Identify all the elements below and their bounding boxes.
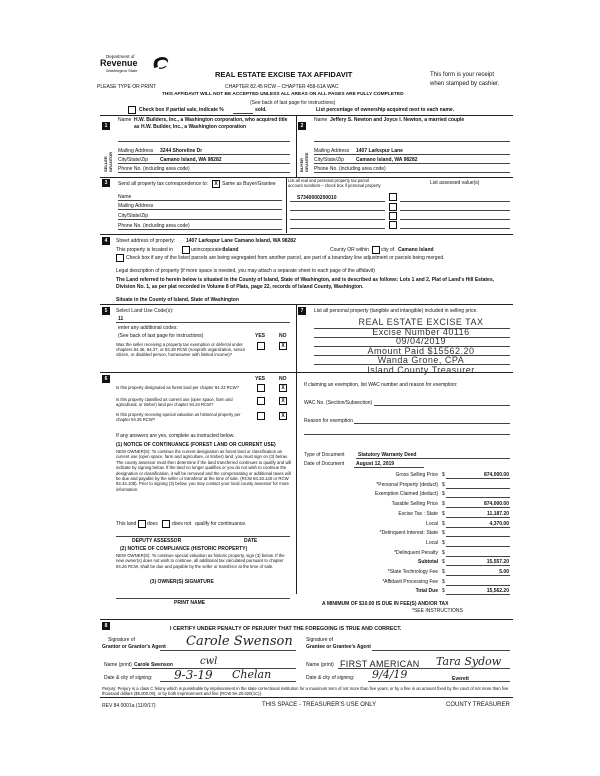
- parcel-header: List all real and personal property tax parcel account numbers – check box if personal property: [288, 178, 381, 188]
- land-use-code: 11: [118, 316, 124, 322]
- county-label: County OR within: [330, 247, 369, 253]
- city-checkbox[interactable]: [372, 246, 380, 254]
- section-3-marker: 3: [102, 179, 110, 187]
- if-yes-instruction: If any answers are yes, complete as instructed below.: [116, 433, 235, 439]
- q1-no-checkbox[interactable]: X: [279, 384, 287, 392]
- grantor-sig-label-1: Signature of: [108, 637, 135, 643]
- totals-row-label: Total Due: [415, 588, 438, 595]
- totals-row-currency: $: [442, 539, 445, 546]
- buyer-name-label: Name: [314, 117, 328, 123]
- type-doc-label: Type of Document: [304, 452, 345, 458]
- totals-row-currency: $: [442, 588, 445, 595]
- city-label: city of: [381, 247, 395, 253]
- q3-no-checkbox[interactable]: X: [279, 412, 287, 420]
- perjury-note: Perjury: Perjury is a class C felony which is punishable by imprisonment in the state correctional institution for a maximum term of not more than five years, or by a fine in an amount fixed by the court of not more than five thousand dollars ($5,000.00), or by both imprisonment and fine (RCW 9A.20.020(1C)).: [102, 686, 509, 696]
- s5-no-header: NO: [279, 333, 287, 339]
- totals-row-currency: $: [442, 549, 445, 556]
- grantee-city: Everett: [452, 676, 469, 682]
- located-in-label: This property is located in: [116, 247, 173, 253]
- partial-sale-label: Check box if partial sale, indicate %: [139, 107, 224, 113]
- dept-line2: Revenue: [100, 58, 138, 68]
- totals-row-label: *Delinquent Interest: State: [379, 530, 438, 537]
- grantor-initials: cwl: [200, 656, 218, 667]
- wac-number-label: WAC No. (Section/Subsection): [304, 400, 373, 406]
- minimum-due-note: A MINIMUM OF $10.00 IS DUE IN FEE(S) AND/OR TAX: [322, 601, 449, 607]
- grantor-city: Chelan: [232, 668, 272, 681]
- s5-yes-checkbox[interactable]: [257, 342, 265, 350]
- totals-row-value: 874,000.00: [483, 501, 509, 508]
- totals-row-label: *State Technology Fee: [387, 569, 438, 575]
- seller-name: H.W. Builders, Inc., a Washington corporation, who acquired title as H.W. Builder, Inc., a Washington corporation: [134, 117, 288, 130]
- section-5-marker: 5: [102, 307, 110, 315]
- totals-row-line: [446, 488, 510, 489]
- q1-yes-checkbox[interactable]: [257, 384, 265, 392]
- does-not-label: does not: [172, 521, 192, 527]
- situate-line: Situate in the County of Island, State of Washington: [116, 297, 239, 303]
- totals-row-label: Subtotal: [418, 559, 438, 566]
- city-name: Camano Island: [398, 247, 434, 253]
- reason-label: Reason for exemption: [304, 418, 353, 424]
- totals-row-line: [446, 517, 510, 518]
- sold-label: sold.: [255, 107, 267, 113]
- totals-row-currency: $: [442, 472, 445, 478]
- additional-codes-label: enter any additional codes:: [118, 325, 178, 331]
- q2-no-checkbox[interactable]: X: [279, 397, 287, 405]
- s5-yes-header: YES: [255, 333, 266, 339]
- parcel-personal-checkbox-2[interactable]: [389, 203, 397, 211]
- unincorporated-label: unincorporated: [191, 247, 225, 253]
- totals-row-label: Local: [426, 539, 438, 546]
- buyer-phone-label: Phone No. (including area code): [314, 166, 386, 172]
- does-label: does: [147, 521, 158, 527]
- dept-line3: Washington State: [106, 68, 138, 73]
- land-use-label: Select Land Use Code(s):: [116, 308, 174, 314]
- qualify-label: qualify for continuance.: [195, 521, 247, 527]
- current-use-question: Is this property classified as current use (open space, farm and agricultural, or timber) land per chapter 84.34 RCW?: [116, 397, 233, 407]
- type-of-document: Statutory Warranty Deed: [358, 452, 417, 458]
- partial-sale-checkbox[interactable]: [128, 106, 136, 114]
- stamp-line-4: Amount Paid $15562.20: [367, 345, 475, 356]
- dor-swirl-icon: [150, 54, 170, 72]
- seller-phone-label: Phone No. (including area code): [118, 166, 190, 172]
- totals-row-line: [446, 556, 510, 557]
- buyer-city: Camano Island, WA 98282: [356, 157, 418, 163]
- section-1-marker: 1: [102, 122, 110, 130]
- does-not-checkbox[interactable]: [162, 520, 170, 528]
- totals-row-value: 15,562.20: [486, 588, 509, 595]
- list-percentage-note: List percentage of ownership acquired next to each name.: [316, 107, 455, 113]
- seller-mailing-label: Mailing Address: [118, 148, 154, 154]
- grantee-name-script: Tara Sydow: [436, 655, 502, 668]
- s3-name-label: Name: [118, 194, 132, 200]
- parcel-number: S7340000200010: [297, 195, 337, 201]
- stamp-line-6: Island County Treasurer: [367, 364, 475, 375]
- section-2-marker: 2: [298, 122, 306, 130]
- grantee-date-label: Date & city of signing:: [306, 675, 355, 681]
- warning-line: THIS AFFIDAVIT WILL NOT BE ACCEPTED UNLESS ALL AREAS ON ALL PAGES ARE FULLY COMPLETED: [162, 92, 404, 97]
- totals-row-currency: $: [442, 578, 445, 585]
- forest-land-question: Is this property designated as forest land per chapter 84.33 RCW?: [116, 385, 239, 390]
- same-as-buyer-label: Same as Buyer/Grantee: [222, 181, 276, 187]
- grantor-name-label: Name (print): [104, 662, 132, 668]
- exemption-question: Was the seller receiving a property tax exemption or deferral under chapters 84.36, 84.37, or 84.38 RCW (nonprofit organization, senior citizen, or disabled person, homeowner with limited income)?: [116, 342, 246, 358]
- seller-city: Camano Island, WA 98282: [160, 157, 222, 163]
- parcel-personal-checkbox-1[interactable]: [389, 193, 397, 201]
- grantee-name-label: Name (print): [306, 662, 334, 668]
- s3-city-label: City/State/Zip: [118, 213, 149, 219]
- totals-row-label: *Affidavit Processing Fee: [382, 578, 438, 585]
- exemption-claim-label: If claiming an exemption, list WAC number and reason for exemption:: [304, 382, 458, 388]
- owner-signature-label: (3) OWNER(S) SIGNATURE: [150, 579, 214, 585]
- totals-row-line: [446, 507, 510, 508]
- treasurer-stamp: [346, 318, 496, 375]
- totals-row-line: [446, 546, 510, 547]
- this-land-label: This land: [116, 521, 137, 527]
- form-number: REV 84 0001a (11/9/17): [102, 703, 156, 709]
- totals-row-currency: $: [442, 501, 445, 508]
- totals-row-value: 4,370.00: [489, 520, 509, 527]
- totals-row-value: 5.00: [499, 569, 509, 575]
- seller-city-label: City/State/Zip: [118, 157, 149, 163]
- street-label: Street address of property:: [116, 238, 176, 244]
- print-name-label: PRINT NAME: [174, 600, 206, 606]
- totals-row-label: Local: [426, 520, 438, 527]
- section-8-marker: 8: [102, 622, 110, 630]
- buyer-city-label: City/State/Zip: [314, 157, 345, 163]
- historical-question: Is this property receiving special valuation as historical property per chapter 84.26 RCW?: [116, 412, 241, 422]
- s3-phone-label: Phone No. (including area code): [118, 223, 190, 229]
- stamp-line-3: 09/04/2019: [395, 336, 447, 346]
- grantee-sig-label-2: Grantee or Grantee's Agent: [306, 644, 371, 650]
- totals-row-currency: $: [442, 481, 445, 488]
- totals-row-label: *Personal Property (deduct): [376, 481, 438, 488]
- chapter-line: CHAPTER 82.45 RCW – CHAPTER 458-61A WAC: [225, 84, 339, 90]
- totals-row-line: [446, 585, 510, 586]
- grantee-name-print: FIRST AMERICAN: [340, 659, 420, 669]
- totals-row-currency: $: [442, 510, 445, 517]
- legal-description: The Land referred to herein below is situated in the County of Island, State of Washington, and is described as follows: Lots 1 and 2, Plat of Land's Hill Estates, Division No. 1, as per plat recorded in Volume 8 of Plats, page 22, records of Island County, Washington.: [116, 277, 495, 290]
- seller-name-label: Name: [118, 117, 132, 123]
- assessor-date-label: DATE: [244, 538, 258, 544]
- totals-row-label: *Delinquent Penalty: [394, 549, 438, 556]
- dept-line1: Department of: [106, 54, 135, 59]
- assessed-header: List assessed value(s): [430, 180, 480, 186]
- grantor-signature: Carole Swenson: [186, 634, 293, 649]
- totals-row-line: [446, 575, 510, 576]
- totals-row-value: 874,000.00: [483, 472, 509, 478]
- segregated-label: Check box if any of the listed parcels are being segregated from another parcel, are part of a boundary line adjustment or parcels being merged.: [126, 255, 445, 261]
- buyer-label: BUYER GRANTEE: [299, 152, 309, 172]
- stamp-line-2: Excise Number 40116: [372, 326, 470, 337]
- parcel-personal-checkbox-4[interactable]: [389, 221, 397, 229]
- parcel-personal-checkbox-3[interactable]: [389, 212, 397, 220]
- dor-logo: [96, 54, 176, 80]
- totals-row-line: [446, 527, 510, 528]
- totals-row-label: Gross Selling Price: [395, 472, 438, 478]
- seller-mailing: 3244 Shoreline Dr: [160, 148, 203, 154]
- section-7-marker: 7: [298, 307, 306, 315]
- totals-row-currency: $: [442, 569, 445, 575]
- section-6-marker: 6: [102, 375, 110, 383]
- grantee-sig-label-1: Signature of: [306, 637, 333, 643]
- same-as-buyer-checkbox[interactable]: X: [212, 180, 220, 188]
- treasurer-use-label: THIS SPACE - TREASURER'S USE ONLY: [262, 702, 377, 708]
- unincorporated-checkbox[interactable]: [182, 246, 190, 254]
- totals-row-value: 15,557.20: [486, 559, 509, 566]
- personal-property-label: List all personal property (tangible and intangible) included in selling price.: [314, 308, 478, 314]
- section-4-marker: 4: [102, 237, 110, 245]
- notice-2-body: NEW OWNER(S): To continue special valuation as historic property, sign (3) below. If the new owner(s) does not wish to continue, all additional tax calculated pursuant to chapter 84.26 RCW, shall be due and payable by the seller or transferor at the time of sale.: [116, 553, 285, 569]
- notice-2-title: (2) NOTICE OF COMPLIANCE (HISTORIC PROPERTY): [120, 546, 248, 552]
- segregated-checkbox[interactable]: [116, 254, 124, 262]
- buyer-mailing: 1407 Larkspur Lane: [356, 148, 403, 154]
- deputy-assessor-label: DEPUTY ASSESSOR: [132, 538, 182, 544]
- totals-row-currency: $: [442, 491, 445, 498]
- totals-row-label: Taxable Selling Price: [391, 501, 438, 508]
- grantor-sig-label-2: Grantor or Grantor's Agent: [102, 644, 166, 650]
- grantor-date: 9-3-19: [174, 668, 213, 682]
- date-of-document: August 12, 2019: [356, 461, 395, 467]
- s5-see-back: (See back of last page for instructions): [118, 333, 204, 339]
- print-note: PLEASE TYPE OR PRINT: [97, 84, 157, 90]
- totals-row-line: [446, 497, 510, 498]
- certify-statement: I CERTIFY UNDER PENALTY OF PERJURY THAT THE FOREGOING IS TRUE AND CORRECT.: [170, 626, 402, 632]
- notice-1-title: (1) NOTICE OF CONTINUANCE (FOREST LAND OR CURRENT USE): [116, 442, 276, 448]
- totals-row-line: [446, 536, 510, 537]
- see-instructions-note: *SEE INSTRUCTIONS: [412, 608, 463, 614]
- county-name: Island: [224, 247, 239, 253]
- s3-mailing-label: Mailing Address: [118, 203, 154, 209]
- totals-row-currency: $: [442, 559, 445, 566]
- form-title: REAL ESTATE EXCISE TAX AFFIDAVIT: [215, 70, 353, 79]
- totals-row-currency: $: [442, 520, 445, 527]
- county-treasurer-label: COUNTY TREASURER: [446, 702, 510, 708]
- totals-row-line: [446, 594, 510, 595]
- notice-1-body: NEW OWNER(S): To continue the current designation as forest land or classification as current use (open space, farm and agriculture, or timber) land, you must sign on (3) below. The county assessor must then determine if the land transferred continues to qualify and will indicate by signing below. If the land no longer qualifies or you do not wish to continue the designation or classification, it will be removed and the compensating or additional taxes will be due and payable by the seller or transferor at the time of sale. (RCW 84.33.140 or RCW 84.34.108). Prior to signing (3) below, you may contact your local county assessor for more information.: [116, 449, 292, 492]
- totals-row-currency: $: [442, 530, 445, 537]
- see-back-line: (See back of last page for instructions): [250, 100, 336, 106]
- receipt-note-1: This form is your receipt: [430, 72, 495, 78]
- s6-yes-header: YES: [255, 376, 266, 382]
- grantor-date-label: Date & city of signing:: [104, 675, 153, 681]
- stamp-line-5: Wanda Grone, CPA: [377, 355, 465, 365]
- totals-row-label: Exemption Claimed (deduct): [374, 491, 438, 498]
- street-address: 1407 Larkspur Lane Camano Island, WA 98282: [186, 238, 296, 244]
- grantee-date: 9/4/19: [372, 668, 408, 681]
- receipt-note-2: when stamped by cashier.: [430, 81, 500, 87]
- date-doc-label: Date of Document: [304, 461, 345, 467]
- totals-row-line: [446, 478, 510, 479]
- q2-yes-checkbox[interactable]: [257, 397, 265, 405]
- totals-row-label: Excise Tax : State: [398, 510, 438, 517]
- s5-no-checkbox[interactable]: X: [279, 342, 287, 350]
- buyer-name: Jeffery S. Newton and Joyce I. Newton, a married couple: [330, 117, 465, 123]
- s6-no-header: NO: [279, 376, 287, 382]
- q3-yes-checkbox[interactable]: [257, 412, 265, 420]
- totals-row-value: 11,187.20: [487, 510, 509, 517]
- legal-desc-label: Legal description of property (if more space is needed, you may attach a separate sheet to each page of the affidavit): [116, 268, 375, 274]
- seller-label: SELLER GRANTOR: [103, 151, 113, 172]
- buyer-mailing-label: Mailing Address: [314, 148, 350, 154]
- does-checkbox[interactable]: [138, 520, 146, 528]
- stamp-line-1: REAL ESTATE EXCISE TAX: [358, 317, 484, 327]
- send-correspondence-label: Send all property tax correspondence to:: [118, 181, 209, 187]
- totals-row-line: [446, 565, 510, 566]
- grantor-name: Carole Swenson: [134, 662, 173, 668]
